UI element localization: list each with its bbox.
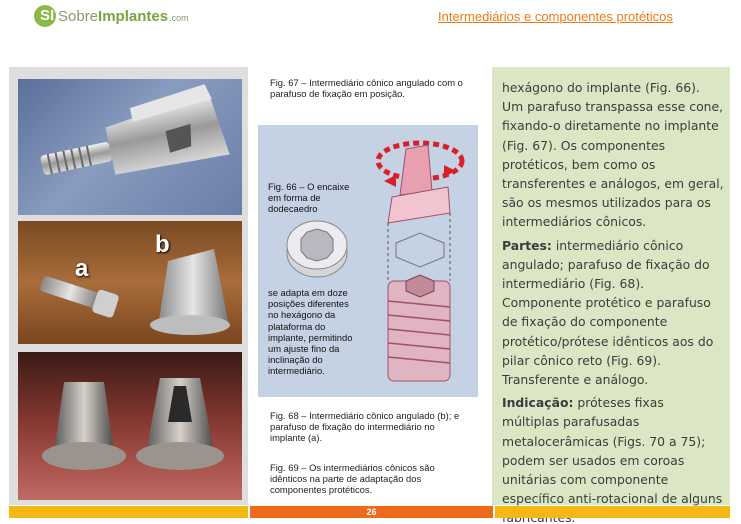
caption-fig68: Fig. 68 – Intermediário cônico angulado (b); e parafuso de fixação do intermediário no implante (a). <box>270 410 460 443</box>
diagram-fig66 <box>258 125 478 397</box>
abutment-exploded-diagram <box>366 131 474 391</box>
site-logo[interactable] <box>34 3 189 29</box>
diagram-caption-bottom: se adapta em doze posições diferentes no hexágono da plataforma do implante, permitindo um ajuste fino da inclinação do intermediário. <box>268 287 353 377</box>
photo-fig69-abutments-in-mouth <box>18 352 242 500</box>
indicacao-label: Indicação: <box>502 395 574 411</box>
logo-wordmark: SobreImplantes.com <box>58 7 189 25</box>
photo-column <box>9 67 248 505</box>
paragraph-indicacao <box>502 393 724 524</box>
paragraph-partes <box>502 236 724 390</box>
photo-fig67-angled-abutment <box>18 79 242 215</box>
page-footer-bar <box>9 506 730 518</box>
caption-fig69: Fig. 69 – Os intermediários cônicos são idênticos na parte de adaptação dos componentes protéticos. <box>270 462 435 495</box>
caption-column <box>250 67 488 505</box>
indicacao-body: próteses fixas múltiplas parafusadas metalocerâmicas (Figs. 70 a 75); podem ser usados em coroas unitárias com componente específico anti-rotacional de alguns <box>502 395 723 507</box>
page-number: 26 <box>250 506 493 518</box>
partes-body: intermediário cônico angulado; parafuso de fixação do intermediário (Fig. 68). Componente protético e parafuso de fixação do componente protético/prótese idênticos aos do pilar cônico reto (Fig. 69). Transferente e análogo. <box>502 237 714 388</box>
footer-bar-left <box>9 506 248 518</box>
partes-label: Partes: <box>502 237 552 253</box>
text-column <box>492 67 730 505</box>
footer-bar-right <box>495 506 730 518</box>
paragraph-intro: hexágono do implante (Fig. 66). Um parafuso transpassa esse cone, fixando-o diretamente no implante (Fig. 67). Os componentes protéticos, bem como os transferentes e análogos, em geral, são os mesmos utilizados para os intermediários cônicos. <box>502 80 724 230</box>
section-title-link[interactable]: Intermediários e componentes protéticos <box>438 9 673 24</box>
photo-label-a: a <box>75 255 89 282</box>
caption-fig67: Fig. 67 – Intermediário cônico angulado com o parafuso de fixação em posição. <box>270 77 463 99</box>
body-text <box>502 78 724 524</box>
logo-mark-icon: SI <box>34 5 56 27</box>
dodecagon-ring-icon <box>282 213 352 283</box>
photo-label-b: b <box>155 231 170 258</box>
diagram-caption-top: Fig. 66 – O encaixe em forma de dodecaedro <box>268 181 350 215</box>
photo-fig68-parts <box>18 221 242 344</box>
